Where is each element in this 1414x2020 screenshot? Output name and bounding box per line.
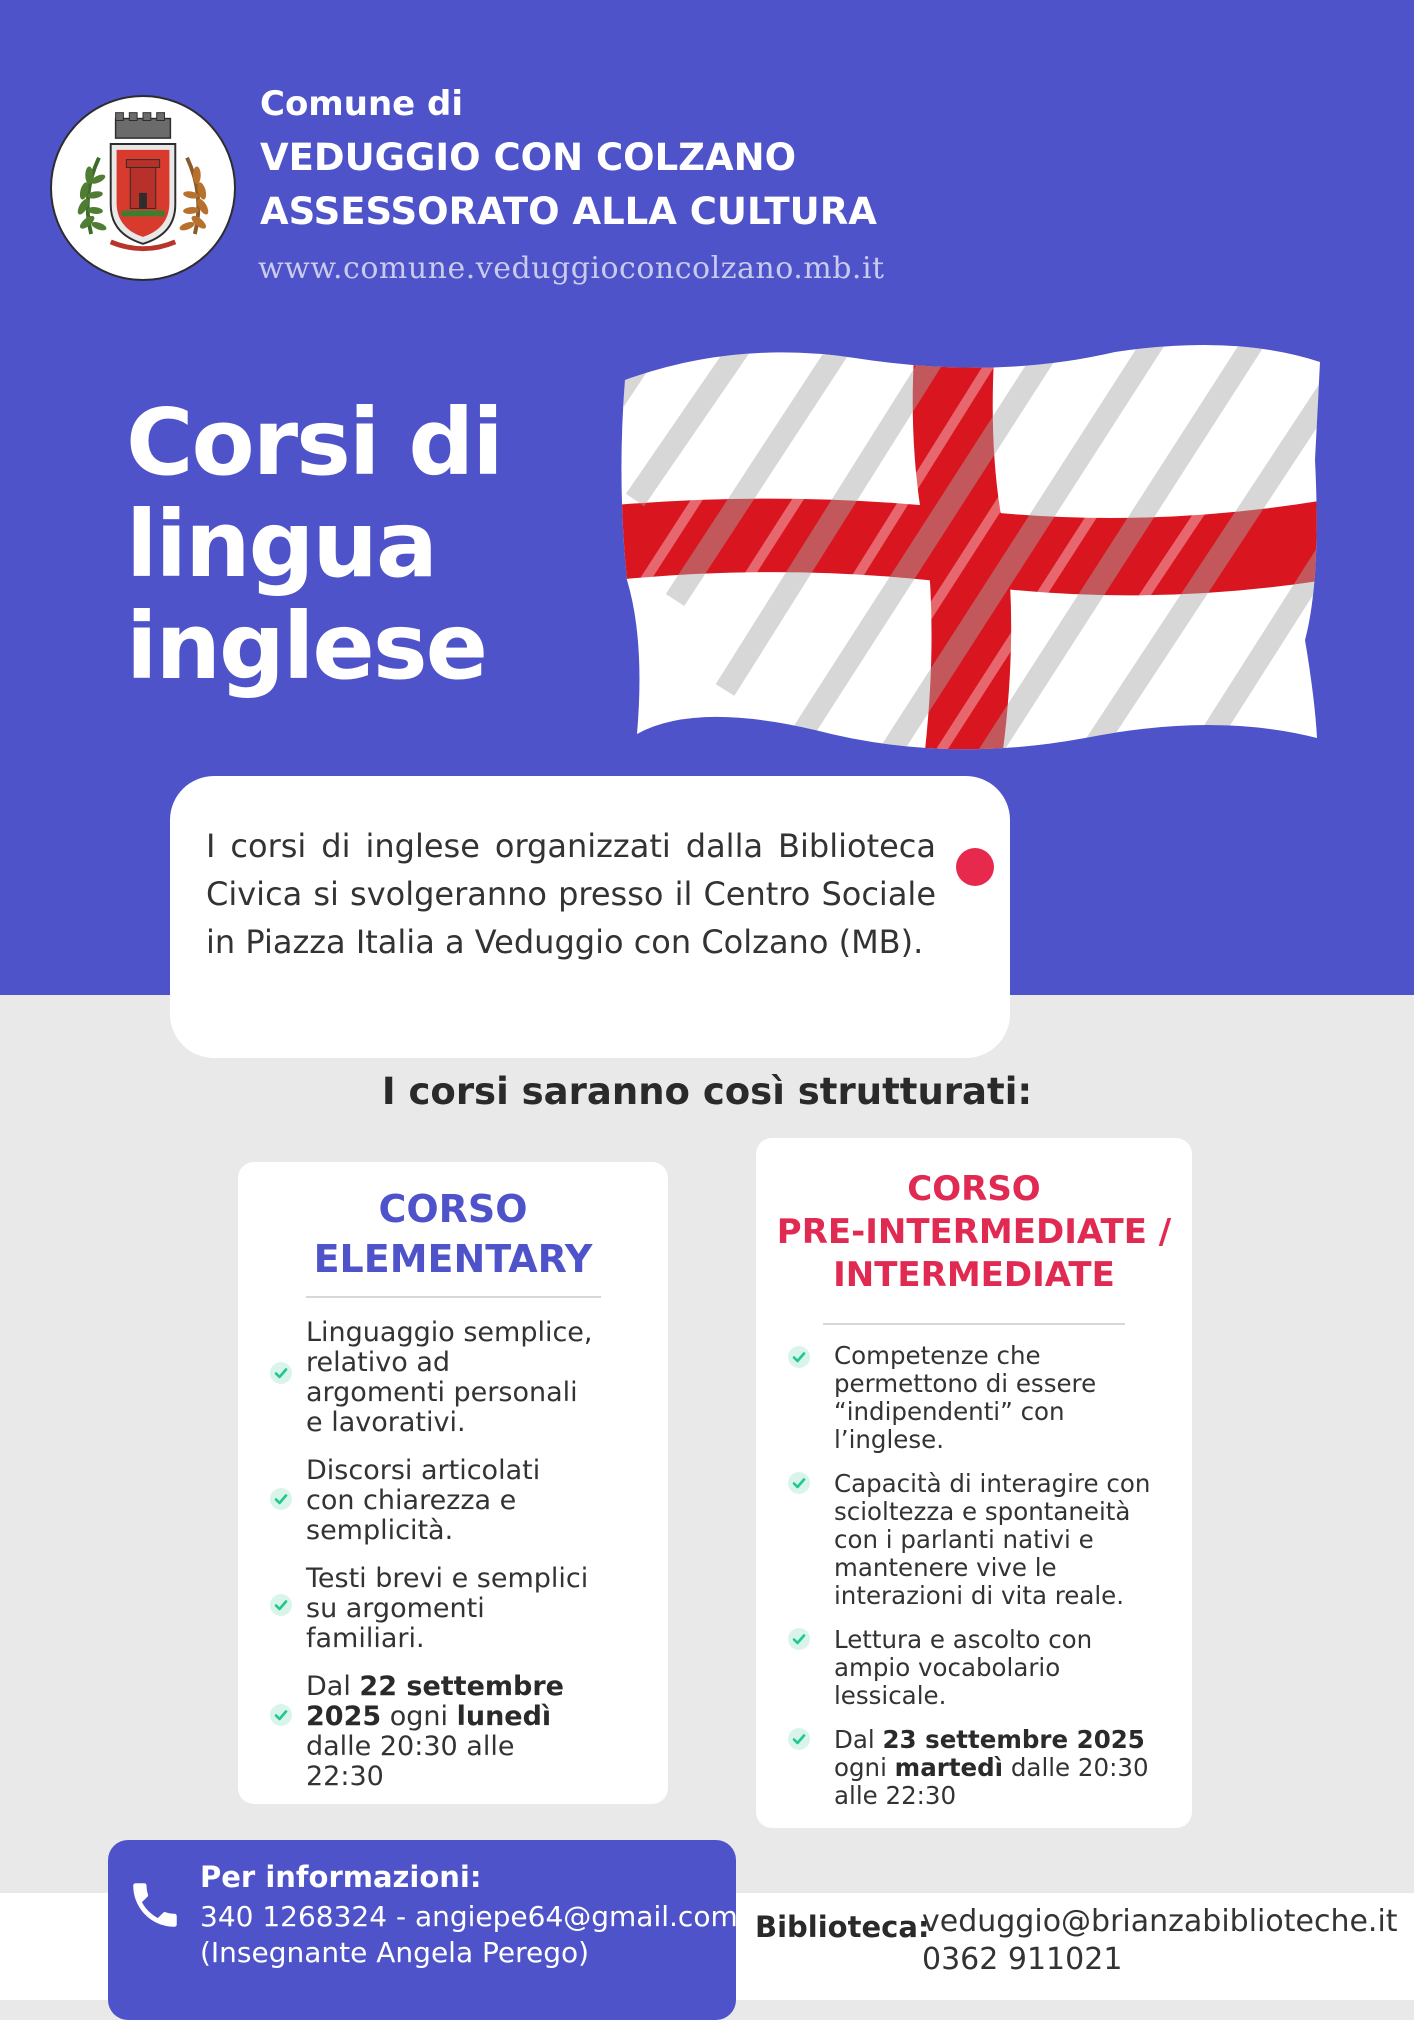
schedule-time: dalle 20:30 alle 22:30 [834,1753,1149,1810]
page-title [126,389,502,700]
schedule-date: 23 settembre 2025 [882,1725,1145,1754]
coat-of-arms-icon [50,95,236,281]
course-title [756,1138,1192,1297]
check-icon [270,1704,292,1726]
check-icon [788,1346,810,1368]
course-card-intermediate [756,1138,1192,1828]
schedule-middle: ogni [834,1753,895,1782]
accent-dot-icon [956,848,994,886]
header-department: ASSESSORATO ALLA CULTURA [260,190,877,233]
course-title-line: CORSO [378,1187,528,1231]
website-link[interactable]: www.comune.veduggioconcolzano.mb.it [258,251,885,286]
check-icon [788,1728,810,1750]
england-flag-icon [615,340,1325,750]
schedule-time: dalle 20:30 alle 22:30 [306,1731,515,1792]
info-contact[interactable]: 340 1268324 - angiepe64@gmail.com [200,1900,738,1933]
schedule-middle: ogni [381,1701,457,1732]
course-schedule [306,1672,596,1792]
list-item-text: Capacità di interagire con scioltezza e spontaneità con i parlanti nativi e mantenere vive le interazioni di vita reale. [834,1469,1151,1610]
page-title-line: lingua [126,491,436,598]
divider [823,1323,1125,1325]
schedule-prefix: Dal [834,1725,883,1754]
course-title-line: ELEMENTARY [313,1237,593,1281]
check-icon [788,1472,810,1494]
schedule-date: 22 settembre 2025 [306,1671,564,1732]
schedule-prefix: Dal [306,1671,360,1702]
page-title-line: Corsi di [126,389,502,496]
list-item-text: Testi brevi e semplici su argomenti familiari. [306,1563,589,1654]
header-municipality-label: Comune di [260,84,464,124]
list-item-text: Lettura e ascolto con ampio vocabolario lessicale. [834,1625,1093,1710]
check-icon [270,1594,292,1616]
header-municipality-name: VEDUGGIO CON COLZANO [260,136,797,179]
intro-card [170,776,1010,1058]
check-icon [788,1628,810,1650]
list-item-text: Competenze che permettono di essere “indipendenti” con l’inglese. [834,1341,1097,1454]
intro-text: I corsi di inglese organizzati dalla Biblioteca Civica si svolgeranno presso il Centro Sociale in Piazza Italia a Veduggio con Colzano (MB). [206,827,936,961]
library-label: Biblioteca: [755,1910,930,1944]
page-title-line: inglese [126,593,486,700]
info-teacher: (Insegnante Angela Perego) [200,1936,590,1969]
phone-icon [126,1876,184,1934]
library-email[interactable]: veduggio@brianzabiblioteche.it [922,1904,1398,1939]
course-title-line: INTERMEDIATE [833,1255,1115,1295]
section-heading: I corsi saranno così strutturati: [381,1070,1033,1113]
schedule-day: martedì [894,1753,1004,1782]
list-item-text: Linguaggio semplice, relativo ad argomenti personali e lavorativi. [306,1317,593,1438]
check-icon [270,1488,292,1510]
check-icon [270,1362,292,1384]
course-title [238,1162,668,1284]
info-title: Per informazioni: [200,1860,482,1894]
library-phone[interactable]: 0362 911021 [922,1942,1123,1977]
course-title-line: PRE-INTERMEDIATE / [776,1212,1172,1252]
divider [306,1296,601,1298]
course-card-elementary [238,1162,668,1804]
course-title-line: CORSO [907,1169,1041,1209]
schedule-day: lunedì [456,1701,552,1732]
course-schedule [834,1726,1154,1810]
list-item-text: Discorsi articolati con chiarezza e semplicità. [306,1455,541,1546]
